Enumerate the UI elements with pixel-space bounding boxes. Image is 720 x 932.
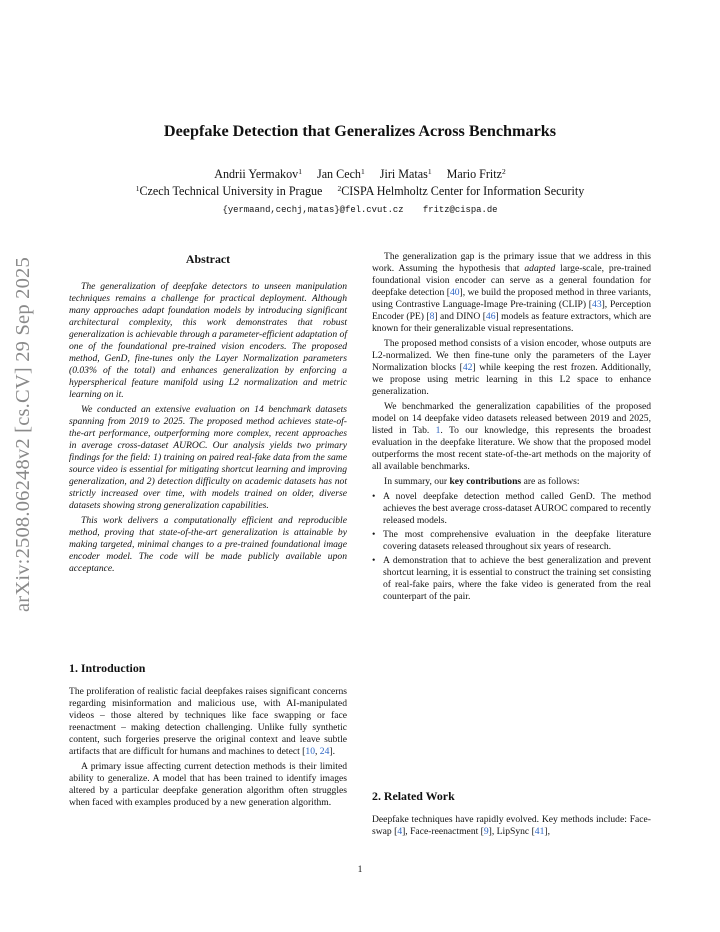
abstract-heading: Abstract [185, 252, 231, 266]
citation-link[interactable]: 10 [305, 746, 315, 757]
intro-paragraph: We benchmarked the generalization capabilities of the proposed model on 14 deepfake video datasets released between 2019 and 2025, listed in Tab. 1. To our knowledge, this represents the broadest evaluation in the deepfake literature. We show that the proposed model outperforms the most recent state-of-the-art methods on the majority of all available benchmarks. [372, 401, 651, 472]
intro-paragraph: The proliferation of realistic facial deepfakes raises significant concerns regarding misinformation and malicious use, with AI-manipulated videos – those altered by techniques like face swapping or face reenactment – making detection challenging. Unlike fully synthetic content, such forgeries preserve the original context and leave subtle artifacts that are difficult for humans and machines to detect [10, 24]. [69, 686, 347, 757]
bullet-icon: • [372, 529, 376, 540]
table-reference-link[interactable]: 1 [435, 425, 441, 436]
abstract-paragraph: This work delivers a computationally efficient and reproducible method, proving that state-of-the-art generalization is attainable by making targeted, minimal changes to a pre-trained foundational image encoder model. The code will be made publicly available upon acceptance. [69, 515, 347, 574]
abstract-paragraph: The generalization of deepfake detectors to unseen manipulation techniques remains a challenge for practical deployment. Although many approaches adapt foundation models by introducing significant architectural complexity, this work demonstrates that robust generalization is achievable through a parameter-efficient adaptation of one of the foundational pre-trained vision encoders. The proposed method, GenD, fine-tunes only the Layer Normalization parameters (0.03% of the total) and enhances generalization by enforcing a hyperspherical feature manifold using L2 normalization and metric learning on it. [69, 281, 347, 400]
bullet-icon: • [372, 491, 376, 502]
intro-paragraph: In summary, our key contributions are as follows: [384, 476, 580, 487]
page-number: 1 [357, 864, 363, 875]
citation-link[interactable]: 4 [397, 826, 403, 837]
related-paragraph: Deepfake techniques have rapidly evolved. Key methods include: Face-swap [4], Face-reenactment [9], LipSync [41], [372, 814, 651, 837]
citation-link[interactable]: 24 [319, 746, 330, 757]
email-list [0, 205, 720, 215]
citation-link[interactable]: 43 [592, 299, 602, 310]
related-work-body [372, 814, 651, 838]
citation-link[interactable]: 42 [462, 362, 473, 373]
citation-link[interactable]: 46 [485, 311, 496, 322]
citation-link[interactable]: 8 [429, 311, 435, 322]
abstract-body [69, 281, 347, 578]
intro-paragraph: The proposed method consists of a vision encoder, whose outputs are L2-normalized. We then fine-tune only the parameters of the Layer Normalization blocks [42] while keeping the rest frozen. Additionally, we propose using metric learning in this L2 space to enhance generalization. [372, 338, 652, 397]
introduction-continued [372, 251, 651, 605]
bullet-icon: • [372, 555, 376, 566]
author: Jiri Matas$^1$ [379, 166, 432, 181]
list-item: • The most comprehensive evaluation in the deepfake literature covering datasets released throughout six years of research. [372, 529, 651, 552]
contribution-list [372, 491, 651, 603]
affiliation: $^1$Czech Technical University in Prague [135, 183, 323, 198]
author: Mario Fritz$^2$ [446, 166, 506, 181]
list-item: • A demonstration that to achieve the best generalization and prevent shortcut learning, it is essential to construct the training set consisting of real-fake pairs, where the fake video is generated from the real counterpart of the pair. [372, 555, 651, 602]
paper-title: Deepfake Detection that Generalizes Across Benchmarks [163, 122, 557, 140]
author-list [0, 167, 720, 182]
arxiv-stamp: arXiv:2508.06248v2 [cs.CV] 29 Sep 2025 [12, 257, 34, 612]
author: Andrii Yermakov$^1$ [214, 166, 302, 181]
affiliation-list [0, 184, 720, 199]
affiliation: $^2$CISPA Helmholtz Center for Information Security [337, 183, 585, 198]
section-heading-related-work: 2. Related Work [372, 789, 455, 803]
email-address: {yermaand,cechj,matas}@fel.cvut.cz [222, 205, 404, 215]
author: Jan Cech$^1$ [316, 166, 365, 181]
section-heading-introduction: 1. Introduction [69, 661, 146, 675]
intro-paragraph: A primary issue affecting current detection methods is their limited ability to generalize. A model that has been trained to identify images altered by a particular deepfake generation algorithm often struggles when faced with examples produced by a new generation algorithm. [69, 761, 347, 808]
email-address: fritz@cispa.de [422, 205, 498, 215]
intro-paragraph: The generalization gap is the primary issue that we address in this work. Assuming the hypothesis that adapted large-scale, pre-trained foundational vision encoder can serve as a general foundation for deepfake detection [40], we build the proposed method in three variants, using Contrastive Language-Image Pre-training (CLIP) [43], Perception Encoder (PE) [8] and DINO [46] models as feature extractors, which are known for their generalizable visual representations. [372, 251, 651, 334]
citation-link[interactable]: 41 [534, 826, 545, 837]
introduction-body [69, 686, 347, 812]
list-item: • A novel deepfake detection method called GenD. The method achieves the best average cross-dataset AUROC compared to recently released models. [372, 491, 651, 526]
citation-link[interactable]: 9 [483, 826, 489, 837]
abstract-paragraph: We conducted an extensive evaluation on 14 benchmark datasets spanning from 2019 to 2025. The proposed method achieves state-of-the-art performance, outperforming more complex, recent approaches in average cross-dataset AUROC. Our analysis yields two primary findings for the field: 1) training on paired real-fake data from the same source video is essential for mitigating shortcut learning and improving generalization, and 2) detection difficulty on academic datasets has not strictly increased over time, with models trained on older, diverse datasets showing strong generalization capabilities. [69, 404, 347, 511]
citation-link[interactable]: 40 [449, 287, 460, 298]
